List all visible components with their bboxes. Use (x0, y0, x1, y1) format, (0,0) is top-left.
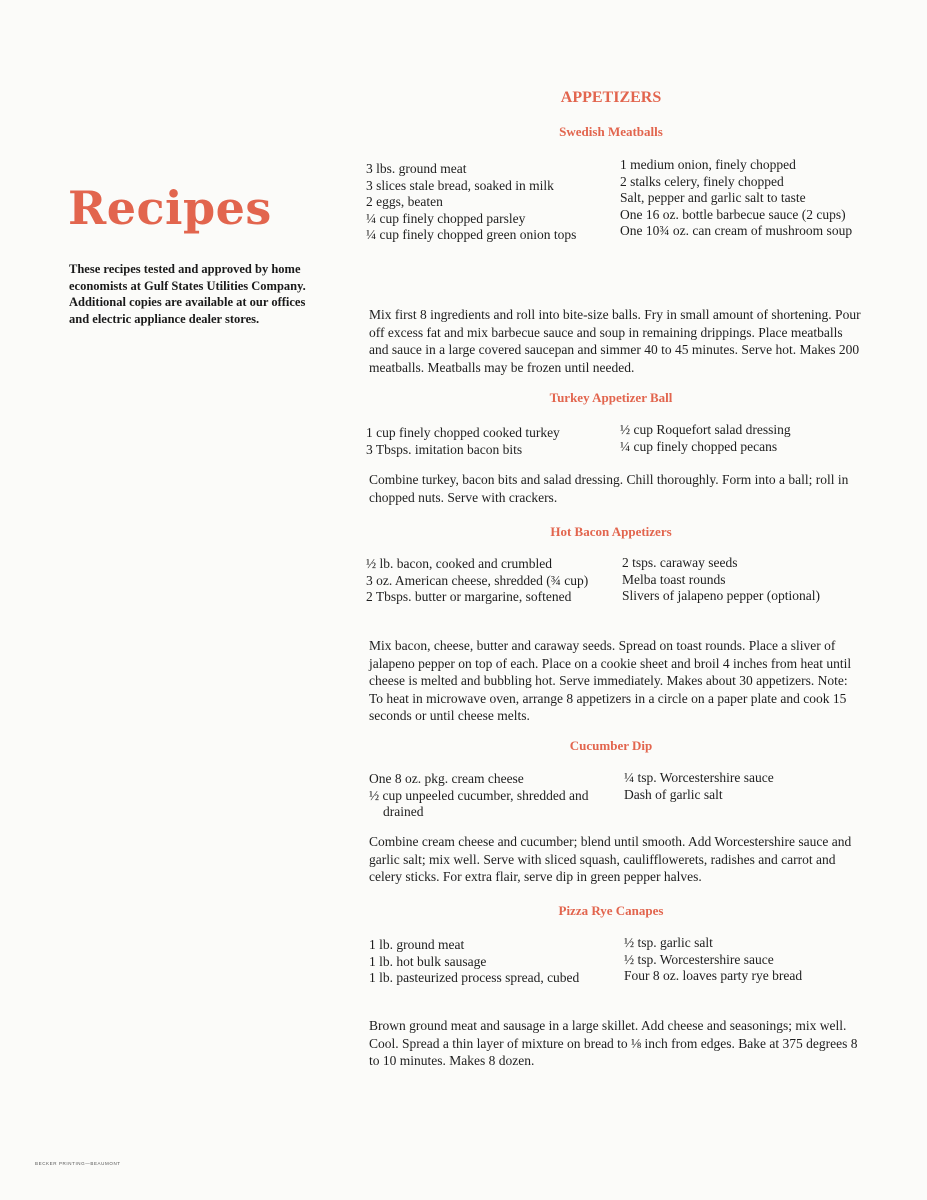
ingredient: ½ tsp. garlic salt (624, 935, 713, 950)
recipe-directions: Mix first 8 ingredients and roll into bite-size balls. Fry in small amount of shortening. Pour off excess fat and mix barbecue sauce and soup in remaining drippings. Place meatballs and sauce in a large covered saucepan and simmer 40 to 45 minutes. Serve hot. Makes 200 meatballs. Meatballs may be frozen until needed. (369, 307, 861, 375)
ingredient: ½ cup Roquefort salad dressing (620, 422, 791, 437)
ingredient: 2 Tbsps. butter or margarine, softened (366, 589, 572, 604)
ingredient: One 8 oz. pkg. cream cheese (369, 771, 524, 786)
recipe-directions: Mix bacon, cheese, butter and caraway seeds. Spread on toast rounds. Place a sliver of jalapeno pepper on top of each. Place on a cookie sheet and broil 4 inches from heat until cheese is melted and bubbling hot. Serve immediately. Makes about 30 appetizers. Note: To heat in microwave oven, arrange 8 appetizers in a circle on a paper plate and cook 15 seconds or until cheese melts. (369, 638, 852, 723)
recipe-directions: Combine turkey, bacon bits and salad dressing. Chill thoroughly. Form into a ball; roll in chopped nuts. Serve with crackers. (369, 472, 849, 505)
ingredient-list-right (624, 935, 860, 985)
ingredient-list-right (620, 157, 860, 240)
ingredient-list-right (622, 555, 860, 605)
page-title: Recipes (68, 180, 272, 235)
ingredient: ¼ cup finely chopped green onion tops (366, 227, 577, 242)
ingredient-list-left (369, 771, 609, 821)
ingredient: 3 oz. American cheese, shredded (¾ cup) (366, 572, 589, 588)
ingredient: 3 slices stale bread, soaked in milk (366, 177, 554, 193)
recipe-directions: Combine cream cheese and cucumber; blend until smooth. Add Worcestershire sauce and garlic salt; mix well. Serve with sliced squash, caulifflowerets, radishes and carrot and celery sticks. For extra flair, serve dip in green pepper halves. (369, 834, 852, 884)
intro-text: These recipes tested and approved by home economists at Gulf States Utilities Company. Additional copies are available at our offices and electric appliance dealer stores. (69, 262, 306, 326)
ingredient: ½ lb. bacon, cooked and crumbled (366, 556, 552, 571)
ingredient: 3 lbs. ground meat (366, 161, 467, 176)
ingredient-list-right (620, 422, 860, 455)
ingredient: One 10¾ oz. can cream of mushroom soup (620, 223, 853, 238)
recipe-title: Turkey Appetizer Ball (549, 390, 673, 405)
ingredient: ¼ cup finely chopped parsley (366, 210, 526, 226)
printer-imprint: BECKER PRINTING—BEAUMONT (35, 1161, 121, 1166)
ingredient: ¼ cup finely chopped pecans (620, 438, 778, 454)
ingredient: Four 8 oz. loaves party rye bread (624, 968, 803, 983)
ingredient: ½ tsp. Worcestershire sauce (624, 951, 774, 967)
ingredient-list-left (366, 161, 596, 244)
ingredient: 2 stalks celery, finely chopped (620, 173, 784, 189)
ingredient: 1 cup finely chopped cooked turkey (366, 425, 560, 440)
ingredient: Slivers of jalapeno pepper (optional) (622, 588, 820, 603)
ingredient: ¼ tsp. Worcestershire sauce (624, 770, 774, 785)
ingredient: 1 lb. hot bulk sausage (369, 953, 487, 969)
ingredient: Dash of garlic salt (624, 786, 723, 802)
ingredient: 1 lb. ground meat (369, 937, 465, 952)
ingredient: ½ cup unpeeled cucumber, shredded and drained (369, 787, 589, 819)
recipe-title: Cucumber Dip (569, 738, 653, 753)
ingredient: 3 Tbsps. imitation bacon bits (366, 441, 523, 457)
ingredient: 2 eggs, beaten (366, 194, 443, 209)
ingredient: 2 tsps. caraway seeds (622, 555, 738, 570)
recipe-title: Pizza Rye Canapes (558, 903, 664, 918)
ingredient-list-left (369, 937, 609, 987)
ingredient: 1 medium onion, finely chopped (620, 157, 796, 172)
ingredient: Melba toast rounds (622, 571, 726, 587)
ingredient: Salt, pepper and garlic salt to taste (620, 190, 806, 205)
recipe-title: Hot Bacon Appetizers (550, 524, 672, 539)
ingredient-list-right (624, 770, 860, 803)
ingredient: One 16 oz. bottle barbecue sauce (2 cups) (620, 206, 846, 222)
section-title: APPETIZERS (560, 89, 662, 106)
recipe-title: Swedish Meatballs (559, 124, 663, 139)
recipe-directions: Brown ground meat and sausage in a large skillet. Add cheese and seasonings; mix well. Cool. Spread a thin layer of mixture on bread to ⅛ inch from edges. Bake at 375 degrees 8 to 10 minutes. Makes 8 dozen. (369, 1018, 858, 1068)
ingredient-list-left (366, 556, 611, 606)
ingredient-list-left (366, 425, 606, 458)
ingredient: 1 lb. pasteurized process spread, cubed (369, 970, 580, 985)
